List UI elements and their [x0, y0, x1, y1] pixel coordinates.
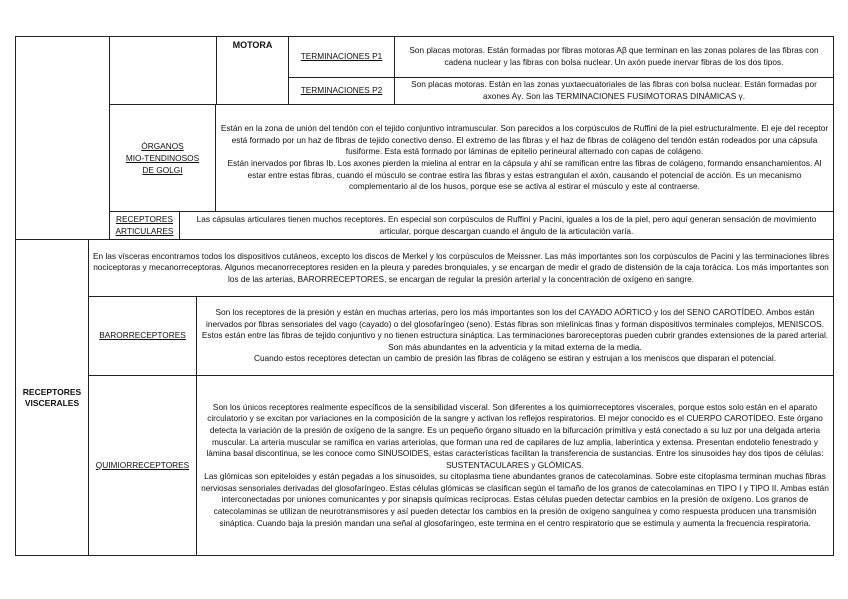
quimiorreceptores-label: QUIMIORRECEPTORES	[88, 375, 197, 556]
viscerales-intro-text: En las vísceras encontramos todos los dispositivos cutáneos, excepto los discos de Merkel y los corpúsculos de Meissner. Las más importantes son los corpúsculos de Pacini y las terminaciones libres nociceptoras y mecanorreceptoras. Algunos mecanorreceptores residen en la pleura y paredes bronquiales, y se encargan de medir el grado de distensión de la caja torácica. Los más importantes son los de las arterias, BARORRECEPTORES, se encargan de regular la presión arterial y la concentración de oxígeno en sangre.	[88, 239, 834, 297]
receptores-articulares-line1: RECEPTORES	[115, 213, 173, 224]
quimiorreceptores-paragraph-2: Las glómicas son epiteloides y están pegadas a los sinusoides, su citoplasma tiene abundantes granos de catecolaminas. Sobre este citoplasma terminan muchas fibras nerviosas sensoriales derivadas del glosofaríngeo. Estas células glómicas se clasifican según el tamaño de los granos de catecolaminas en TIPO I y TIPO II. Ambas están interconectadas por uniones comunicantes y por sinapsis químicas recíprocas. Estas células pueden detectar cambios en la presión de oxígeno. Los granos de catecolaminas se utilizan de neurotransmisores y así pueden detectar los cambios en la presión de oxígeno sanguínea y como respuesta producen una transmisión sináptica. Cuando baja la presión mandan una señal al glosofaríngeo, este termina en el centro respiratorio que se estimula y aumenta la frecuencia respiratoria.	[201, 471, 829, 528]
receptores-viscerales-label	[15, 239, 89, 556]
motora-label: MOTORA	[216, 36, 289, 105]
terminaciones-p2-text: Son placas motoras. Están en las zonas yuxtaecuatoriales de las fibras con bolsa nuclear. Están formadas por axones Aγ. Son las TERMINACIONES FUSIMOTORAS DINÁMICAS γ.	[394, 77, 834, 105]
organos-golgi-line1: ÓRGANOS	[141, 141, 184, 151]
barorreceptores-label: BARORRECEPTORES	[88, 296, 197, 376]
receptores-viscerales-line1: RECEPTORES	[22, 386, 82, 397]
receptores-viscerales-line2: VISCERALES	[24, 397, 80, 408]
organos-golgi-label	[109, 104, 216, 212]
barorreceptores-paragraph-2: Cuando estos receptores detectan un cambio de presión las fibras de colágeno se estiran y estrujan a los meniscos que disparan el potencial.	[253, 353, 777, 364]
empty-cell-b-motora	[109, 36, 217, 105]
quimiorreceptores-paragraph-1: Son los únicos receptores realmente específicos de la sensibilidad visceral. Son diferentes a los quimiorreceptores viscerales, porque estos solo están en el aparato circulatorio y se excitan por variaciones en la composición de la sangre y activan los reflejos respiratorios. El mejor conocido es el CUERPO CAROTÍDEO. Este órgano detecta la variación de la presión de oxígeno de la sangre. Es un pequeño órgano situado en la bifurcación primitiva y está conectado a su luz por una delgada arteria muscular. La arteria muscular se ramifica en varias arteriolas, que forman una red de capilares de luz amplia, laberíntica y extensa. Presentan endotelio fenestrado y lámina basal discontinua, se les conoce como SINUSOIDES, estas características facilitan la transferencia de sustancias. Entre los sinusoides hay dos tipos de células: SUSTENTACULARES y GLÓMICAS.	[206, 401, 824, 470]
terminaciones-p1-text: Son placas motoras. Están formadas por fibras motoras Aβ que terminan en las zonas polares de las fibras con cadena nuclear y las fibras con bolsa nuclear. Un axón puede inervar fibras de los dos tipos.	[394, 36, 834, 78]
receptores-articulares-line2: ARTICULARES	[115, 225, 174, 236]
organos-golgi-paragraph-2: Están inervados por fibras Ib. Los axones pierden la mielina al entrar en la cápsula y ahí se ramifican entre las fibras de colágeno, formando ensanchamientos. Al estar entre estas fibras, cuando el músculo se contrae estira las fibras y estas estrangulan el axón, causando el potencial de acción. Es un mecanismo complementario al de los husos, porque ese se activa al estirar el músculo y este al contraerse.	[227, 158, 822, 192]
empty-cell-a-top	[15, 36, 110, 240]
organos-golgi-paragraph-1: Están en la zona de unión del tendón con el tejido conjuntivo intramuscular. Son parecidos a los corpúsculos de Ruffini de la piel estructuralmente. El eje del receptor está formado por un haz de fibras de tejido conectivo denso. El extremo de las fibras y el haz de fibras de colágeno del tendón están rodeados por una cápsula fusiforme. Esta está formado por láminas de epitelio perineural alternado con capas de colágeno.	[220, 123, 829, 157]
terminaciones-p2-label: TERMINACIONES P2	[288, 77, 395, 105]
receptores-articulares-label	[109, 211, 180, 240]
barorreceptores-paragraph-1: Son los receptores de la presión y están en muchas arterias, pero los más importantes son los del CAYADO AÓRTICO y los del SENO CAROTÍDEO. Ambos están inervados por fibras sensoriales del vago (cayado) o del glosofaríngeo (seno). Estas fibras son mielínicas finas y forman dispositivos terminales complejos, MENISCOS. Estos están entre las fibras de tejido conjuntivo y no tienen estructura sináptica. Las terminaciones baroreceptoras pueden cubrir grandes extensiones de la pared arterial. Son más abundantes en la adventicia y la mitad externa de la media.	[201, 307, 829, 352]
organos-golgi-line2: MIO-TENDINOSOS	[125, 153, 200, 163]
barorreceptores-text	[196, 296, 834, 376]
organos-golgi-text	[215, 104, 834, 212]
terminaciones-p1-label: TERMINACIONES P1	[288, 36, 395, 78]
receptores-articulares-text: Las cápsulas articulares tienen muchos receptores. En especial son corpúsculos de Ruffini y Pacini, iguales a los de la piel, pero aquí generan sensación de movimiento articular, porque descargan cuando el ángulo de la articulación varía.	[179, 211, 834, 240]
organos-golgi-line3: DE GOLGI	[142, 165, 183, 175]
quimiorreceptores-text	[196, 375, 834, 556]
